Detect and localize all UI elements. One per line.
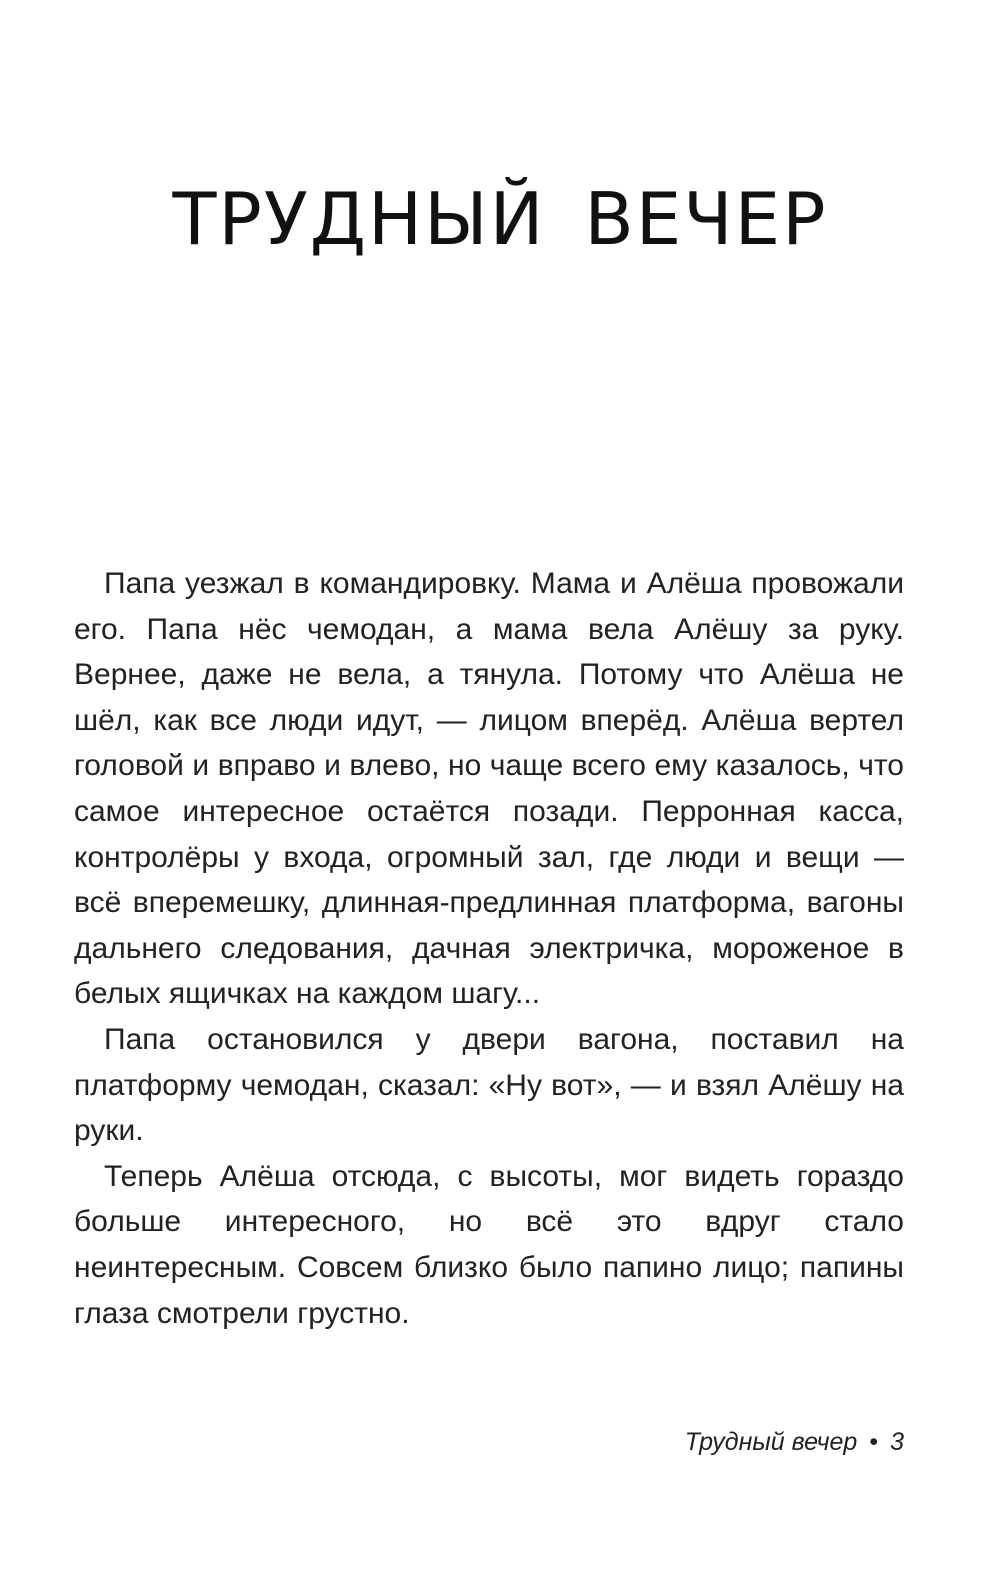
running-footer xyxy=(685,1428,904,1457)
paragraph-2: Папа остановился у двери вагона, поставил на платформу чемодан, сказал: «Ну вот», — и взял Алёшу на руки. xyxy=(74,1022,904,1148)
paragraph-1: Папа уезжал в командировку. Мама и Алёша провожали его. Папа нёс чемодан, а мама вела Алёшу за руку. Вернее, даже не вела, а тянула. Потому что Алёша не шёл, как все люди идут, — лицом вперёд. Алёша вертел головой и вправо и влево, но чаще всего ему казалось, что самое интересное остаётся позади. Перронная касса, контролёры у входа, огромный зал, где люди и вещи — всё вперемешку, длинная-предлинная платформа, вагоны дальнего следования, дачная электричка, мороженое в белых ящичках на каждом шагу... xyxy=(74,567,904,1011)
page-number: 3 xyxy=(890,1428,904,1456)
chapter-title: ТРУДНЫЙ ВЕЧЕР xyxy=(172,177,828,261)
paragraph-3: Теперь Алёша отсюда, с высоты, мог видеть гораздо больше интересного, но всё это вдруг стало неинтересным. Совсем близко было папино лицо; папины глаза смотрели грустно. xyxy=(74,1159,904,1330)
running-title: Трудный вечер xyxy=(684,1428,858,1456)
body-text xyxy=(74,561,904,1336)
footer-separator: • xyxy=(869,1428,879,1456)
